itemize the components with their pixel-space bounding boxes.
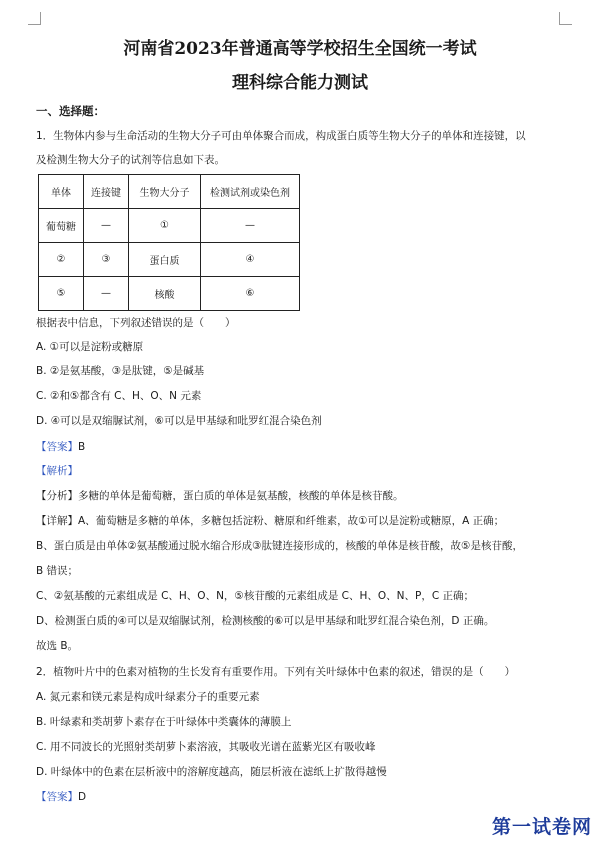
xiangjie-tag: 【详解】 [36, 515, 78, 527]
q1-option-c: C. ②和⑤都含有 C、H、O、N 元素 [36, 390, 202, 402]
q1-prompt: 根据表中信息，下列叙述错误的是（ ） [36, 317, 236, 329]
analysis-tag: 【解析】 [36, 465, 78, 477]
q1-conclusion: 故选 B。 [36, 640, 79, 652]
answer-tag: 【答案】 [36, 791, 78, 803]
q1-option-d: D. ④可以是双缩脲试剂，⑥可以是甲基绿和吡罗红混合染色剂 [36, 415, 322, 427]
q1-stem-line1: 1．生物体内参与生命活动的生物大分子可由单体聚合而成，构成蛋白质等生物大分子的单体和连接键，以 [36, 130, 526, 142]
exam-subtitle: 理科综合能力测试 [232, 73, 368, 93]
q1-option-b: B. ②是氨基酸，③是肽键，⑤是碱基 [36, 365, 205, 377]
q2-stem: 2．植物叶片中的色素对植物的生长发育有重要作用。下列有关叶绿体中色素的叙述，错误的是（ ） [36, 666, 516, 678]
q1-xiangjie-line3: B 错误； [36, 565, 79, 577]
table-row [39, 243, 300, 277]
fenxi-text: 多糖的单体是葡萄糖，蛋白质的单体是氨基酸，核酸的单体是核苷酸。 [78, 490, 404, 502]
table-cell: 蛋白质 [129, 243, 201, 277]
q2-option-c: C. 用不同波长的光照射类胡萝卜素溶液，其吸收光谱在蓝紫光区有吸收峰 [36, 741, 376, 753]
table-header-cell: 单体 [39, 175, 84, 209]
fenxi-tag: 【分析】 [36, 490, 78, 502]
q2-option-b: B. 叶绿素和类胡萝卜素存在于叶绿体中类囊体的薄膜上 [36, 716, 292, 728]
table-header-cell: 检测试剂或染色剂 [201, 175, 300, 209]
q1-xiangjie-line2: B、蛋白质是由单体②氨基酸通过脱水缩合形成③肽键连接形成的，核酸的单体是核苷酸，故⑤是核苷酸， [36, 540, 523, 552]
q1-xiangjie-line5: D、检测蛋白质的④可以是双缩脲试剂，检测核酸的⑥可以是甲基绿和吡罗红混合染色剂，D 正确。 [36, 615, 495, 627]
table-header-row [39, 175, 300, 209]
answer-value: B [78, 441, 86, 453]
table-cell: — [201, 209, 300, 243]
q1-xiangjie-line4: C、②氨基酸的元素组成是 C、H、O、N，⑤核苷酸的元素组成是 C、H、O、N、P，C 正确； [36, 590, 475, 602]
exam-title: 河南省2023年普通高等学校招生全国统一考试 [123, 39, 477, 59]
table-cell: — [84, 277, 129, 311]
q1-answer [36, 439, 85, 454]
q1-stem-line2: 及检测生物大分子的试剂等信息如下表。 [36, 154, 225, 166]
table-cell: 核酸 [129, 277, 201, 311]
table-row [39, 277, 300, 311]
site-watermark: 第一试卷网 [491, 816, 592, 838]
q2-option-a: A. 氮元素和镁元素是构成叶绿素分子的重要元素 [36, 691, 260, 703]
q2-option-d: D. 叶绿体中的色素在层析液中的溶解度越高，随层析液在滤纸上扩散得越慢 [36, 766, 387, 778]
q2-answer [36, 789, 86, 804]
section-heading: 一、选择题： [36, 104, 105, 118]
answer-value: D [78, 791, 87, 803]
q1-xiangjie-line1 [36, 513, 504, 528]
table-header-cell: 生物大分子 [129, 175, 201, 209]
table-cell: ① [129, 209, 201, 243]
table-cell: — [84, 209, 129, 243]
xiangjie-text: A、葡萄糖是多糖的单体，多糖包括淀粉、糖原和纤维素，故①可以是淀粉或糖原，A 正确； [78, 515, 505, 527]
corner-mark-top-right [559, 12, 572, 25]
corner-mark-top-left [28, 12, 41, 25]
table-cell: ③ [84, 243, 129, 277]
table-cell: ② [39, 243, 84, 277]
answer-tag: 【答案】 [36, 441, 78, 453]
table-cell: ⑥ [201, 277, 300, 311]
table-row [39, 209, 300, 243]
table-cell: 葡萄糖 [39, 209, 84, 243]
table-header-cell: 连接键 [84, 175, 129, 209]
table-cell: ⑤ [39, 277, 84, 311]
table-cell: ④ [201, 243, 300, 277]
q1-fenxi [36, 488, 404, 503]
q1-option-a: A. ①可以是淀粉或糖原 [36, 341, 144, 353]
q1-table [38, 174, 300, 311]
